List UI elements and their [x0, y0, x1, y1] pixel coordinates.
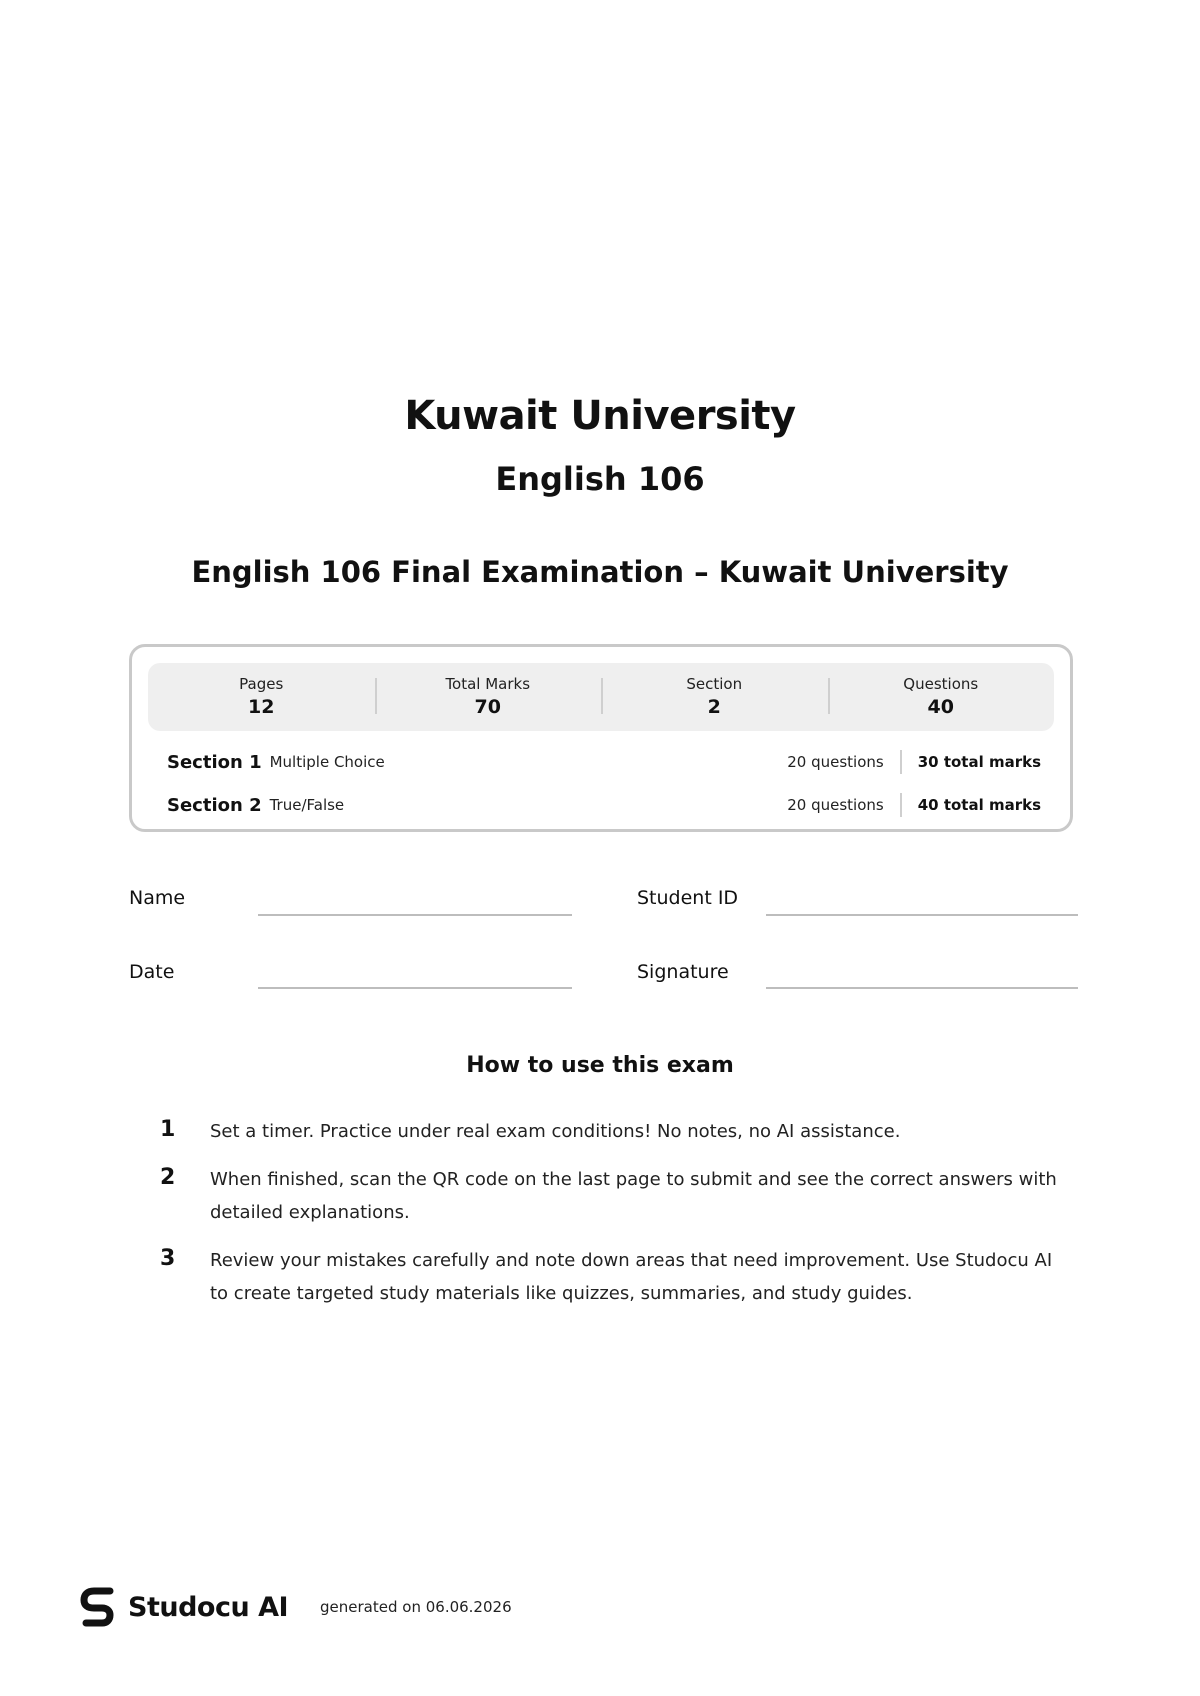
stat-section [601, 674, 828, 720]
studocu-logo-icon [80, 1587, 116, 1627]
date-label: Date [129, 961, 175, 983]
name-field[interactable] [258, 914, 572, 916]
section-type: True/False [269, 796, 345, 814]
howto-title: How to use this exam [466, 1053, 734, 1078]
footer [80, 1585, 512, 1629]
step-number: 3 [160, 1246, 176, 1271]
stat-label: Pages [239, 675, 284, 693]
generated-date: generated on 06.06.2026 [320, 1598, 512, 1616]
name-label: Name [129, 887, 186, 909]
section-divider [900, 793, 902, 817]
stat-label: Section [686, 675, 743, 693]
step-text: When finished, scan the QR code on the last page to submit and see the correct answers with detailed explanations. [210, 1169, 1057, 1223]
signature-label: Signature [637, 961, 729, 983]
step-number: 1 [160, 1117, 176, 1142]
section-questions: 20 questions [787, 796, 884, 814]
section-name: Section 1 [167, 751, 262, 773]
step-text: Set a timer. Practice under real exam conditions! No notes, no AI assistance. [210, 1121, 901, 1142]
date-field[interactable] [258, 987, 572, 989]
stat-pages [148, 674, 375, 720]
section-row-1 [167, 747, 1041, 777]
section-name: Section 2 [167, 794, 262, 816]
stat-value: 12 [248, 696, 275, 718]
step-text: Review your mistakes carefully and note down areas that need improvement. Use Studocu AI to create targeted study materials like quizzes, summaries, and study guides. [210, 1250, 1053, 1304]
brand-name: Studocu AI [128, 1591, 289, 1623]
exam-title: English 106 Final Examination – Kuwait University [191, 555, 1009, 589]
stat-value: 2 [707, 696, 721, 718]
stats-bar [148, 663, 1054, 731]
section-marks: 40 total marks [917, 796, 1041, 814]
stat-value: 70 [474, 696, 501, 718]
student-id-label: Student ID [637, 887, 739, 909]
section-questions: 20 questions [787, 753, 884, 771]
section-marks: 30 total marks [917, 753, 1041, 771]
step-number: 2 [160, 1165, 176, 1190]
section-type: Multiple Choice [269, 753, 385, 771]
section-divider [900, 750, 902, 774]
step-3 [160, 1244, 1060, 1310]
student-id-field[interactable] [766, 914, 1078, 916]
exam-info-box [129, 644, 1073, 832]
section-row-2 [167, 790, 1041, 820]
course-title: English 106 [495, 460, 705, 498]
step-1 [160, 1115, 1060, 1148]
stat-total-marks [375, 674, 602, 720]
stat-questions [828, 674, 1055, 720]
stat-label: Questions [903, 675, 979, 693]
step-2 [160, 1163, 1060, 1229]
stat-value: 40 [927, 696, 954, 718]
university-title: Kuwait University [404, 393, 796, 439]
signature-field[interactable] [766, 987, 1078, 989]
stat-label: Total Marks [445, 675, 531, 693]
